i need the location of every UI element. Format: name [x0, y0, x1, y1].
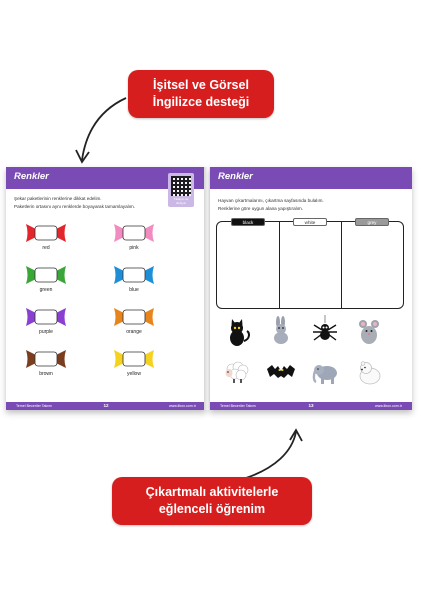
mouse-sticker-icon[interactable]: [354, 317, 384, 347]
page-footer: [6, 402, 206, 410]
column-header-grey: grey: [355, 218, 389, 226]
polar-bear-sticker-icon[interactable]: [354, 357, 384, 387]
candy-label: pink: [129, 245, 139, 251]
callout-top-line1: İşitsel ve Görsel: [153, 78, 249, 92]
footer-series: Temel Beceriler Takımı: [16, 404, 53, 408]
instruction-line2: Paketlerin ortasını aynı renklerde boyayarak tamamlayalım.: [14, 204, 136, 209]
candy-label: red: [42, 245, 50, 251]
footer-url: www.ilbox.com.tr: [169, 404, 196, 408]
candy-red-icon: [26, 222, 66, 244]
page-title: Renkler: [218, 171, 253, 182]
left-page: [6, 167, 206, 410]
sorting-table: [216, 221, 404, 309]
candy-purple-icon: [26, 306, 66, 328]
book-spread: [0, 167, 424, 413]
candy-brown-icon: [26, 348, 66, 370]
candy-label: brown: [39, 371, 53, 377]
qr-label: Tıklayın ve dinleyin: [173, 197, 189, 205]
qr-pattern: [171, 176, 191, 196]
page-footer: [210, 402, 412, 410]
candy-orange-icon: [114, 306, 154, 328]
candy-green-icon: [26, 264, 66, 286]
callout-bottom-line2: eğlenceli öğrenim: [158, 502, 266, 516]
footer-series: Temel Beceriler Takımı: [220, 404, 257, 408]
rabbit-sticker-icon[interactable]: [266, 315, 296, 345]
candy-label: green: [39, 287, 53, 293]
bat-sticker-icon[interactable]: [266, 357, 296, 387]
right-page: [210, 167, 412, 410]
callout-stickers: [112, 477, 312, 525]
candy-label: blue: [129, 287, 139, 293]
instruction-line1: Hayvan çıkartmalarını, çıkartma sayfasında bulalım.: [218, 198, 324, 203]
candy-label: yellow: [127, 371, 141, 377]
page-number: 13: [308, 403, 314, 408]
column-divider: [279, 222, 280, 308]
candy-blue-icon: [114, 264, 154, 286]
candy-yellow-icon: [114, 348, 154, 370]
candy-label: purple: [39, 329, 53, 335]
callout-bottom-line1: Çıkartmalı aktivitelerle: [145, 485, 279, 499]
column-header-black: black: [231, 218, 265, 226]
cat-sticker-icon[interactable]: [222, 317, 252, 347]
qr-code[interactable]: [168, 173, 194, 207]
page-number: 12: [103, 403, 109, 408]
elephant-sticker-icon[interactable]: [310, 357, 340, 387]
spider-sticker-icon[interactable]: [310, 315, 340, 345]
column-divider: [341, 222, 342, 308]
column-header-white: white: [293, 218, 327, 226]
page-title: Renkler: [14, 171, 49, 182]
candy-label: orange: [126, 329, 142, 335]
callout-top-line2: İngilizce desteği: [152, 95, 250, 109]
footer-url: www.ilbox.com.tr: [375, 404, 402, 408]
sheep-sticker-icon[interactable]: [222, 355, 252, 385]
callout-audio-visual: [128, 70, 274, 118]
title-band: [210, 167, 412, 189]
candy-pink-icon: [114, 222, 154, 244]
instruction-line2: Renklerine göre uygun alana yapıştıralım.: [218, 206, 304, 211]
instruction-line1: Şekar paketlerinin renklerine dikkat edelim.: [14, 196, 102, 201]
